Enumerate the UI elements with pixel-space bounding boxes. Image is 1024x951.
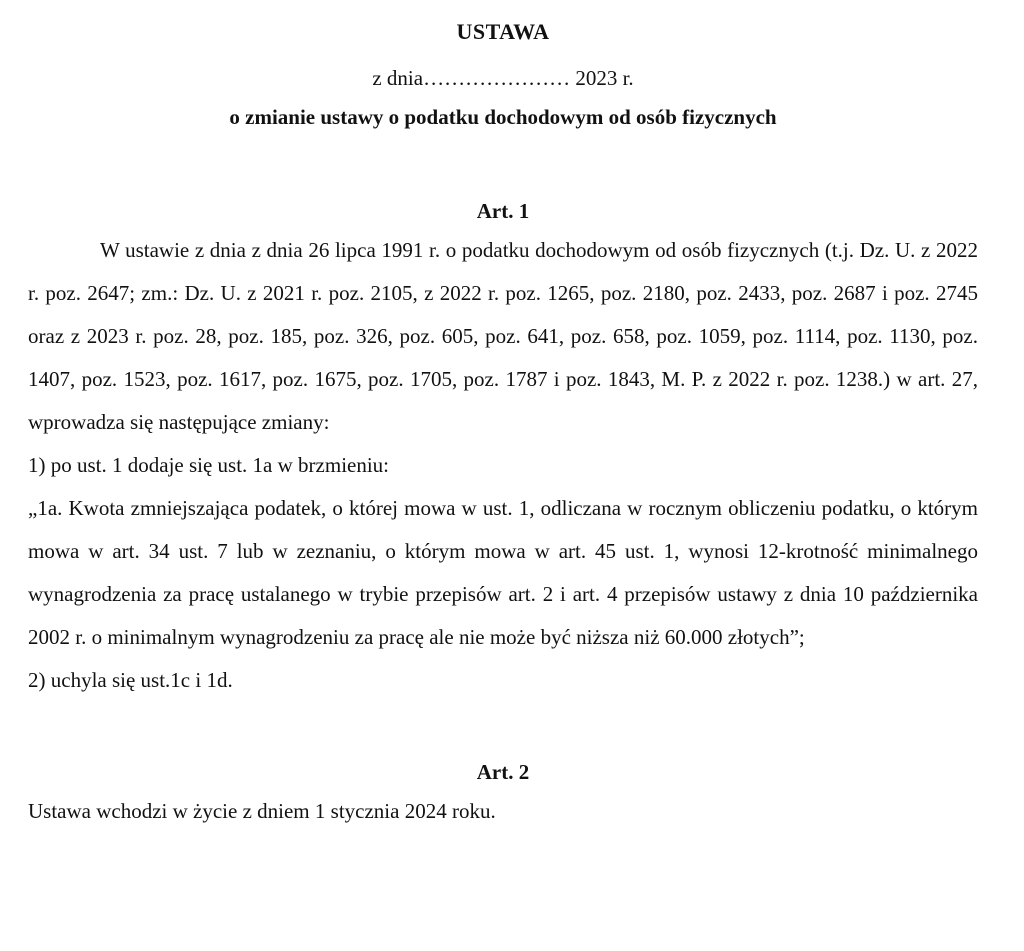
document-page [28, 0, 978, 833]
article-1-point-2: 2) uchyla się ust.1c i 1d. [28, 668, 233, 692]
article-1-heading: Art. 1 [476, 199, 530, 223]
document-date-line: z dnia………………… 2023 r. [372, 66, 634, 90]
document-title: USTAWA [456, 19, 550, 44]
article-2-text: Ustawa wchodzi w życie z dniem 1 stycznia 2024 roku. [28, 799, 496, 823]
article-2-heading: Art. 2 [476, 760, 530, 784]
article-1-quoted-provision: „1a. Kwota zmniejszająca podatek, o której mowa w ust. 1, odliczana w rocznym obliczeniu podatku, o którym mowa w art. 34 ust. 7 lub w zeznaniu, o którym mowa w art. 45 ust. 1, wynosi 12-krotność minimalnego wynagrodzenia za pracę ustalanego w trybie przepisów art. 2 i art. 4 przepisów ustawy z dnia 10 października 2002 r. o minimalnym wynagrodzeniu za pracę ale nie może być niższa niż 60.000 złotych”; [28, 496, 978, 649]
article-1-point-1: 1) po ust. 1 dodaje się ust. 1a w brzmieniu: [28, 453, 390, 477]
document-subject: o zmianie ustawy o podatku dochodowym od osób fizycznych [229, 105, 777, 129]
article-1-intro-paragraph: W ustawie z dnia z dnia 26 lipca 1991 r. o podatku dochodowym od osób fizycznych (t.j. Dz. U. z 2022 r. poz. 2647; zm.: Dz. U. z 2021 r. poz. 2105, z 2022 r. poz. 1265, poz. 2180, poz. 2433, poz. 2687 i poz. 2745 oraz z 2023 r. poz. 28, poz. 185, poz. 326, poz. 605, poz. 641, poz. 658, poz. 1059, poz. 1114, poz. 1130, poz. 1407, poz. 1523, poz. 1617, poz. 1675, poz. 1705, poz. 1787 i poz. 1843, M. P. z 2022 r. poz. 1238.) w art. 27, wprowadza się następujące zmiany: [28, 238, 978, 434]
